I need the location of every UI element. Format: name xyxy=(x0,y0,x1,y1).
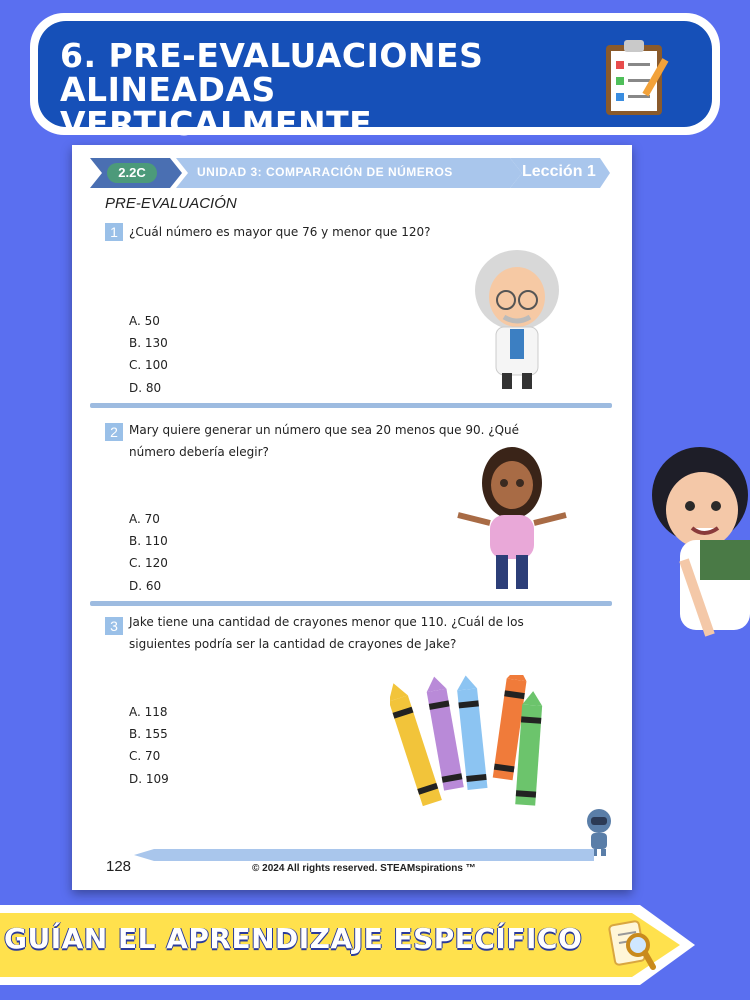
question-number: 2 xyxy=(105,423,123,441)
standard-code-badge: 2.2C xyxy=(107,163,157,183)
answer-option: D. 60 xyxy=(129,579,162,593)
girl-illustration xyxy=(452,443,572,598)
question-number: 3 xyxy=(105,617,123,635)
answer-option: C. 100 xyxy=(129,358,168,372)
magnifier-notepad-icon xyxy=(606,915,656,971)
answer-option: A. 118 xyxy=(129,705,168,719)
page-title: 6. PRE-EVALUACIONES ALINEADAS VERTICALMENTE xyxy=(60,36,484,143)
footer-bar xyxy=(134,849,594,861)
question-text: Mary quiere generar un número que sea 20 menos que 90. ¿Qué número debería elegir? xyxy=(129,423,520,459)
crayons-illustration xyxy=(390,675,550,815)
question-text: Jake tiene una cantidad de crayones menor que 110. ¿Cuál de los siguientes podría ser la cantidad de crayones de Jake? xyxy=(129,615,524,651)
bottom-banner-text: GUÍAN EL APRENDIZAJE ESPECÍFICO xyxy=(4,922,583,955)
question-divider xyxy=(90,403,612,408)
answer-option: B. 155 xyxy=(129,727,168,741)
section-title: PRE-EVALUACIÓN xyxy=(105,195,237,212)
header-banner xyxy=(30,13,720,143)
answer-option: B. 130 xyxy=(129,336,168,350)
question-divider xyxy=(90,601,612,606)
copyright-notice: © 2024 All rights reserved. STEAMspirations ™ xyxy=(252,863,476,874)
answer-option: D. 109 xyxy=(129,772,169,786)
professor-illustration xyxy=(462,245,572,395)
answer-option: B. 110 xyxy=(129,534,168,548)
worksheet-page xyxy=(72,145,632,890)
answer-option: C. 70 xyxy=(129,749,161,763)
answer-option: C. 120 xyxy=(129,556,168,570)
lesson-label: Lección 1 xyxy=(522,163,596,180)
header-inner xyxy=(38,21,712,143)
page-number: 128 xyxy=(106,858,132,875)
unit-title: UNIDAD 3: COMPARACIÓN DE NÚMEROS xyxy=(197,165,453,179)
answer-option: A. 50 xyxy=(129,314,160,328)
clipboard-checklist-icon xyxy=(602,37,672,117)
answer-option: D. 80 xyxy=(129,381,162,395)
boy-illustration xyxy=(640,440,750,650)
question-text: ¿Cuál número es mayor que 76 y menor que 120? xyxy=(129,225,431,239)
answer-option: A. 70 xyxy=(129,512,160,526)
question-number: 1 xyxy=(105,223,123,241)
